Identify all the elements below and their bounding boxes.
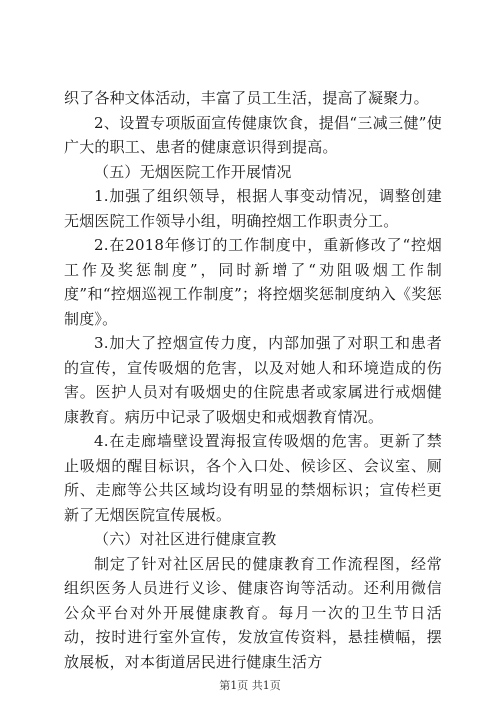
paragraph-community-activities: 制定了针对社区居民的健康教育工作流程图，经常组织医务人员进行义诊、健康咨询等活动。还利用微信公众平台对外开展健康教育。每月一次的卫生节日活动，按时进行室外宣传，发放宣传资料，悬挂横幅，摆放展板，对本街道居民进行健康生活方 [64,554,442,671]
paragraph-posters-signage: 4.在走廊墙壁设置海报宣传吸烟的危害。更新了禁止吸烟的醒目标识，各个入口处、候诊区、会议室、厕所、走廊等公共区域均设有明显的禁烟标识；宣传栏更新了无烟医院宣传展板。 [64,432,442,524]
document-body [64,86,442,674]
paragraph-work-system: 2.在2018年修订的工作制度中，重新修改了“控烟工作及奖惩制度”，同时新增了“劝阻吸烟工作制度”和“控烟巡视工作制度”；将控烟奖惩制度纳入《奖惩制度》。 [64,236,442,328]
paragraph-organization-leadership: 1.加强了组织领导，根据人事变动情况，调整创建无烟医院工作领导小组，明确控烟工作职责分工。 [64,187,442,230]
section-heading-smoke-free-hospital: （五）无烟医院工作开展情况 [94,162,292,181]
paragraph-publicity: 3.加大了控烟宣传力度，内部加强了对职工和患者的宣传，宣传吸烟的危害，以及对她人和环境造成的伤害。医护人员对有吸烟史的住院患者或家属进行戒烟健康教育。病历中记录了吸烟史和戒烟教育情况。 [64,334,442,426]
page-footer: 第1页 共1页 [219,679,281,692]
paragraph-healthy-diet: 2、设置专项版面宣传健康饮食，提倡“三减三健”使广大的职工、患者的健康意识得到提高。 [64,113,442,156]
section-heading-community-education: （六）对社区进行健康宣教 [94,530,277,548]
paragraph-continuation: 织了各种文体活动，丰富了员工生活，提高了凝聚力。 [64,89,429,107]
